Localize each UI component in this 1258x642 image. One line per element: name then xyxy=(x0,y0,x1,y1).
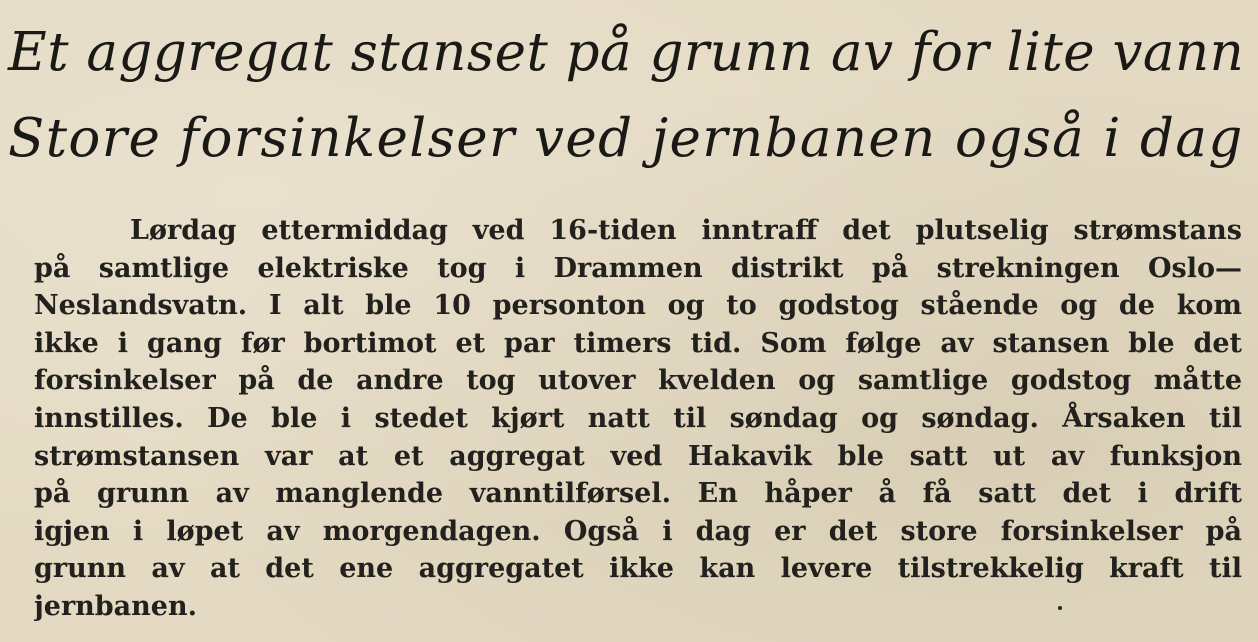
article-body xyxy=(34,212,1242,626)
article-line: Neslandsvatn. I alt ble 10 personton og to godstog stående og de kom xyxy=(34,290,1242,322)
article-line: forsinkelser på de andre tog utover kvelden og samtlige godstog måtte xyxy=(34,365,1242,397)
article-line: Lørdag ettermiddag ved 16-tiden inntraff det plutselig strømstans xyxy=(130,215,1242,246)
article-line: innstilles. De ble i stedet kjørt natt til søndag og søndag. Årsaken til xyxy=(34,402,1242,434)
article-line: igjen i løpet av morgendagen. Også i dag er det store forsinkelser på xyxy=(34,515,1242,547)
article-line: på samtlige elektriske tog i Drammen distrikt på strekningen Oslo— xyxy=(34,252,1242,284)
article-line: jernbanen. xyxy=(34,590,198,622)
article-line: på grunn av manglende vanntilførsel. En håper å få satt det i drift xyxy=(34,478,1242,510)
article-line: ikke i gang før bortimot et par timers tid. Som følge av stansen ble det xyxy=(34,327,1242,359)
article-line: grunn av at det ene aggregatet ikke kan levere tilstrekkelig kraft til xyxy=(34,553,1242,585)
headline-main: Et aggregat stanset på grunn av for lite vann xyxy=(8,22,1245,83)
article-line: strømstansen var at et aggregat ved Hakavik ble satt ut av funksjon xyxy=(34,440,1242,472)
headline-sub: Store forsinkelser ved jernbanen også i dag xyxy=(8,108,1244,169)
ink-speck xyxy=(1058,606,1062,610)
